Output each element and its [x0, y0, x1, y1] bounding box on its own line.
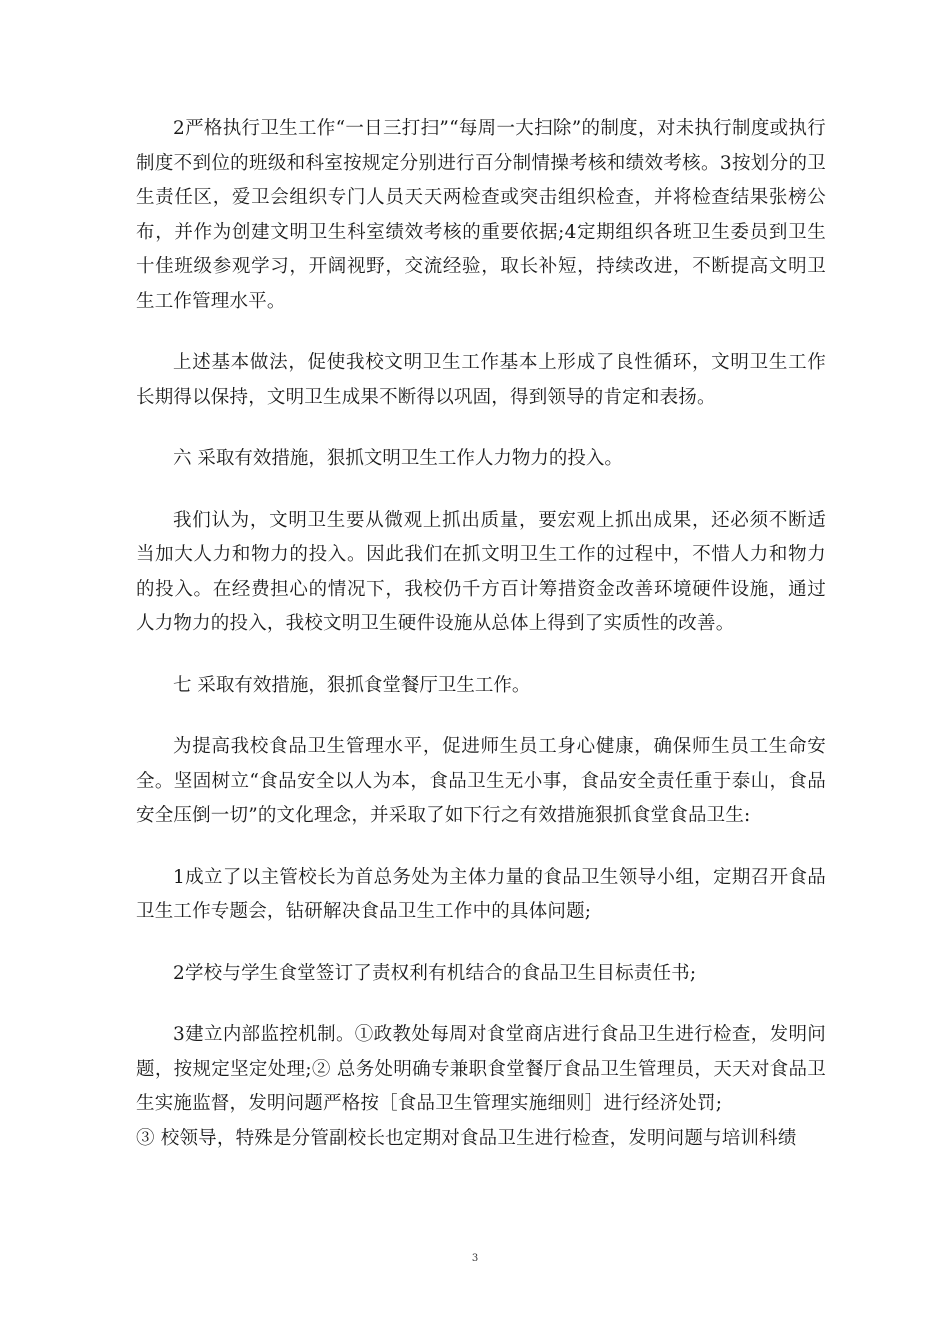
section-heading-seven: 七 采取有效措施，狠抓食堂餐厅卫生工作。 [173, 674, 531, 696]
paragraph-item-3: 3建立内部监控机制。①政教处每周对食堂商店进行食品卫生进行检查，发明问题，按规定坚定处理;② 总务处明确专兼职食堂餐厅食品卫生管理员，天天对食品卫生实施监督，发明问题严格按［食品卫生管理实施细则］进行经济处罚; [136, 1024, 826, 1114]
section-heading-six: 六 采取有效措施，狠抓文明卫生工作人力物力的投入。 [173, 448, 623, 469]
paragraph-item-3-continued: ③ 校领导，特殊是分管副校长也定期对食品卫生进行检查，发明问题与培训科绩 [136, 1127, 797, 1149]
paragraph-hygiene-system: 2严格执行卫生工作“一日三打扫”“每周一大扫除”的制度，对未执行制度或执行制度不到位的班级和科室按规定分别进行百分制情操考核和绩效考核。3按划分的卫生责任区，爱卫会组织专门人员天天两检查或突击组织检查，并将检查结果张榜公布，并作为创建文明卫生科室绩效考核的重要依据;4定期组织各班卫生委员到卫生十佳班级参观学习，开阔视野，交流经验，取长补短，持续改进，不断提高文明卫生工作管理水平。 [136, 118, 826, 312]
paragraph-item-1: 1成立了以主管校长为首总务处为主体力量的食品卫生领导小组，定期召开食品卫生工作专题会，钻研解决食品卫生工作中的具体问题; [136, 866, 826, 922]
document-body [136, 112, 826, 1156]
page-number: 3 [471, 1253, 479, 1264]
paragraph-results-summary: 上述基本做法，促使我校文明卫生工作基本上形成了良性循环，文明卫生工作长期得以保持，文明卫生成果不断得以巩固，得到领导的肯定和表扬。 [136, 352, 826, 408]
paragraph-item-2: 2学校与学生食堂签订了责权利有机结合的食品卫生目标责任书; [173, 962, 697, 984]
paragraph-investment: 我们认为，文明卫生要从微观上抓出质量，要宏观上抓出成果，还必须不断适当加大人力和物力的投入。因此我们在抓文明卫生工作的过程中，不惜人力和物力的投入。在经费担心的情况下，我校仍千方百计筹措资金改善环境硬件设施，通过人力物力的投入，我校文明卫生硬件设施从总体上得到了实质性的改善。 [136, 509, 826, 634]
paragraph-food-safety-intro: 为提高我校食品卫生管理水平，促进师生员工身心健康，确保师生员工生命安全。坚固树立“食品安全以人为本，食品卫生无小事，食品安全责任重于泰山，食品安全压倒一切”的文化理念，并采取了如下行之有效措施狠抓食堂食品卫生: [136, 736, 826, 826]
